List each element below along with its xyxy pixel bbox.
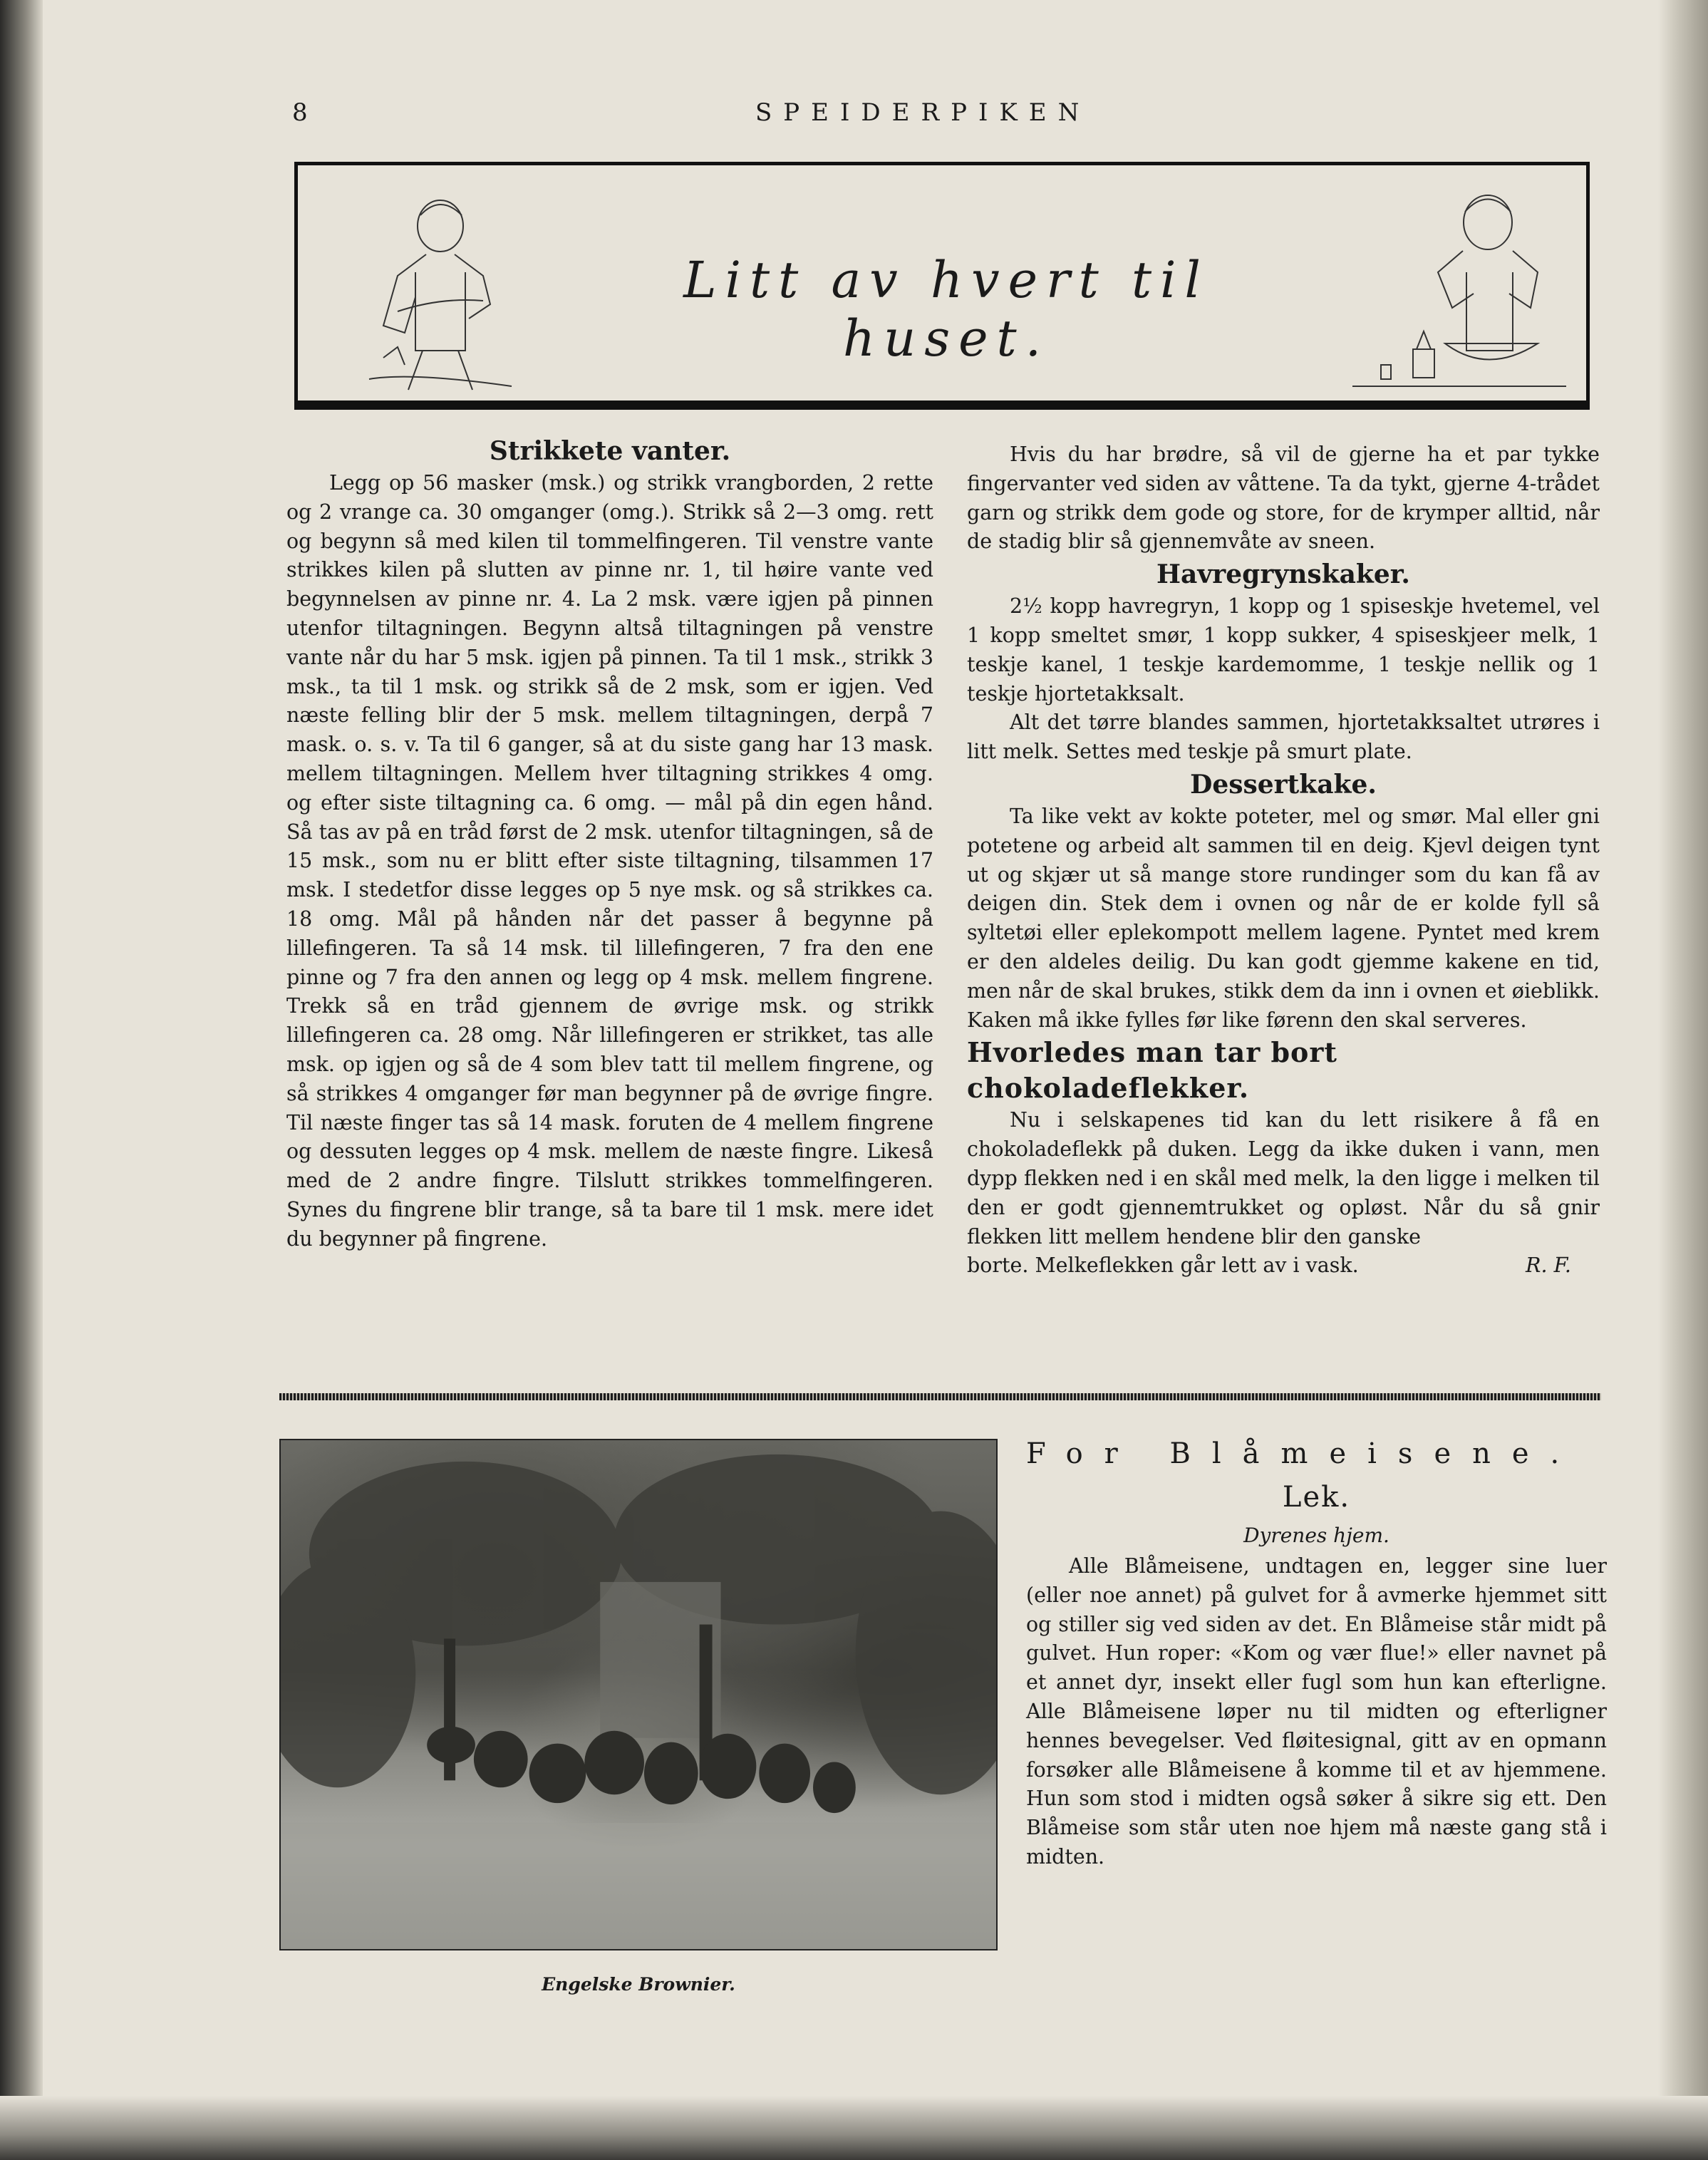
game-title: Dyrenes hjem. xyxy=(1243,1524,1389,1547)
page-number: 8 xyxy=(292,98,308,127)
page-edge-left xyxy=(0,0,43,2160)
oatcake-ingredients: 2½ kopp havregryn, 1 kopp og 1 spiseskje hvetemel, vel 1 kopp smeltet smør, 1 kopp sukker, 4 spiseskjeer melk, 1 teskje kanel, 1 teskje kardemomme, 1 teskje nellik og 1 teskje hjortetakksalt. xyxy=(967,594,1600,706)
blameise-section xyxy=(1026,1432,1607,1872)
page-edge-bottom xyxy=(0,2096,1708,2160)
banner-bottom-rule xyxy=(294,403,1590,410)
game-text: Alle Blåmeisene, undtagen en, legger sine luer (eller noe annet) på gulvet for å avmerke hjemmet sitt og stiller sig ved siden av det. En Blåmeise står midt på gulvet. Hun roper: «Kom og vær flue!» eller navnet på et annet dyr, insekt eller fugl som hun kan efterligne. Alle Blåmeisene løper nu til midten og efterligner hennes bevegelser. Ved fløitesignal, gitt av en opmann forsøker alle Blåmeisene å komme til et av hjemmene. Hun som stod i midten også søker å sikre sig ett. Den Blåmeise som står uten noe hjem må næste gang stå i midten. xyxy=(1026,1554,1607,1869)
oatcake-method: Alt det tørre blandes sammen, hjortetakksaltet utrøres i litt melk. Settes med teskje på smurt plate. xyxy=(967,710,1600,764)
game-heading: Lek. xyxy=(1282,1481,1351,1514)
chocolate-stain-last-line: borte. Melkeflekken går lett av i vask. xyxy=(967,1254,1359,1278)
woman-knitting-illustration xyxy=(355,187,526,393)
mittens-intro-text: Hvis du har brødre, så vil de gjerne ha et par tykke fingervanter ved siden av våttene. Ta da tykt, gjerne 4-trådet garn og strikk dem gode og store, for de krymper alltid, når de stadig blir så gjennemvåte av sneen. xyxy=(967,443,1600,554)
running-header xyxy=(292,98,1596,141)
chocolate-stain-heading: Hvorledes man tar bort chokoladeflekker. xyxy=(967,1036,1337,1105)
photo-scene xyxy=(281,1440,996,1949)
page-edge-right xyxy=(1658,0,1708,2160)
section-divider xyxy=(279,1393,1601,1400)
chocolate-stain-text: Nu i selskapenes tid kan du lett risikere å få en chokoladeflekk på duken. Legg da ikke duken i vann, men dypp flekken ned i en skål med melk, la den ligge i melken til den er godt gjennemtrukket og opløst. Når du så gnir flekken litt mellem hendene blir den ganske xyxy=(967,1108,1600,1249)
knitting-article xyxy=(286,433,933,1254)
dessert-cake-heading: Dessertkake. xyxy=(1190,769,1377,800)
oatcake-heading: Havregrynskaker. xyxy=(1156,559,1410,590)
author-signature: R. F. xyxy=(1526,1254,1571,1278)
blameise-heading: For Blåmeisene. xyxy=(1026,1437,1581,1470)
banner-title: Litt av hvert til huset. xyxy=(683,251,1209,368)
photo-caption: Engelske Brownier. xyxy=(542,1974,735,1995)
journal-title: SPEIDERPIKEN xyxy=(755,98,1091,127)
brownies-photograph xyxy=(279,1439,998,1950)
knitting-text: Legg op 56 masker (msk.) og strikk vrangborden, 2 rette og 2 vrange ca. 30 omganger (omg.). Strikk så 2—3 omg. rett og begynn så med kilen til tommelfingeren. Til venstre vante strikkes kilen på slutten av pinne nr. 1, til høire vante ved begynnelsen av pinne nr. 4. La 2 msk. være igjen på pinnen utenfor tiltagningen. Begynn altså tiltagningen på venstre vante når du har 5 msk. igjen på pinnen. Ta til 1 msk., strikk 3 msk., ta til 1 msk. og strikk så de 2 msk, som er igjen. Ved næste felling blir der 5 msk. mellem tiltagningen, derpå 7 mask. o. s. v. Ta til 6 ganger, så at du siste gang har 13 mask. mellem tiltagningen. Mellem hver tiltagning strikkes 4 omg. og efter siste tiltagning ca. 6 omg. — mål på din egen hånd. Så tas av på en tråd først de 2 msk. utenfor tiltagningen, så de 15 msk., som nu er blitt efter siste tiltagning, tilsammen 17 msk. I stedetfor disse legges op 5 nye msk. og så strikkes ca. 18 omg. Mål på hånden når det passer å begynne på lillefingeren. Ta så 14 msk. til lillefingeren, 7 fra den ene pinne og 7 fra den annen og legg op 4 msk. mellem fingrene. Trekk så en tråd gjennem de øvrige msk. og strikk lillefingeren ca. 28 omg. Når lillefingeren er strikket, tas alle msk. op igjen og så de 4 som blev tatt til mellem fingrene, og så strikkes 4 omganger før man begynner på de øvrige fingre. Til næste finger tas så 14 mask. foruten de 4 mellem fingrene og dessuten legges op 4 msk. mellem de næste fingre. Likeså med de 2 andre fingre. Tilslutt strikkes tommelfingeren. Synes du fingrene blir trange, så ta bare til 1 msk. mere idet du begynner på fingrene. xyxy=(286,471,933,1251)
recipes-column xyxy=(967,440,1600,1281)
chocolate-stain-closing xyxy=(967,1251,1600,1281)
section-banner xyxy=(294,162,1590,404)
knitting-heading: Strikkete vanter. xyxy=(489,436,731,466)
dessert-cake-text: Ta like vekt av kokte poteter, mel og smør. Mal eller gni potetene og arbeid alt sammen til en deig. Kjevl deigen tynt ut og skjær ut så mange store rundinger som du kan få av deigen din. Stek dem i ovnen og når de er kolde fyll så syltetøi eller eplekompott mellem lagene. Pyntet med krem er den aldeles deilig. Du kan godt gjemme kakene en tid, men når de skal brukes, stikk dem da inn i ovnen et øieblikk. Kaken må ikke fylles før like førenn den skal serveres. xyxy=(967,804,1600,1032)
woman-baking-illustration xyxy=(1338,180,1573,401)
